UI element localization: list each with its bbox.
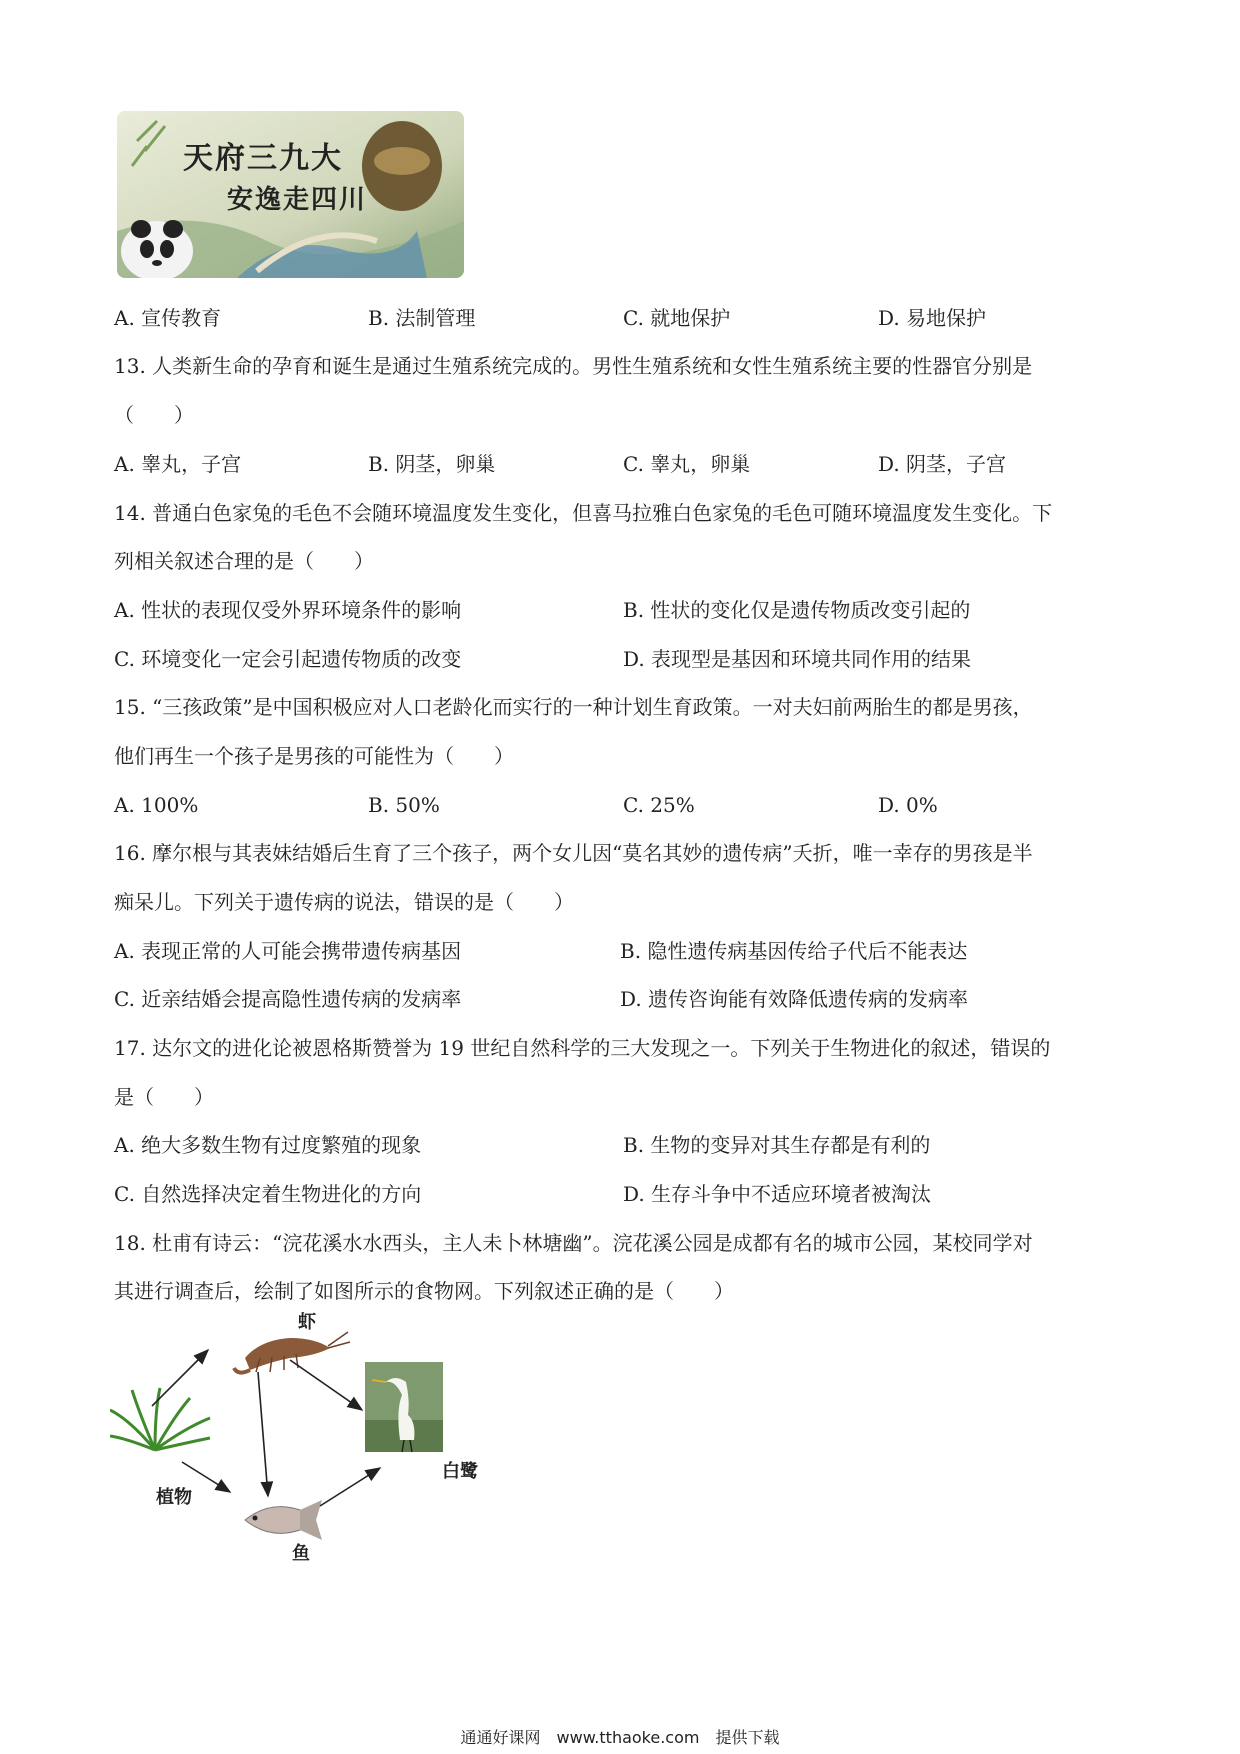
q18-stem-line2: 其进行调查后，绘制了如图所示的食物网。下列叙述正确的是（ ） bbox=[114, 1279, 734, 1303]
q15-option-b[interactable]: B. 50% bbox=[368, 793, 440, 817]
q17-option-c[interactable]: C. 自然选择决定着生物进化的方向 bbox=[114, 1182, 422, 1206]
banner-image bbox=[117, 111, 464, 278]
arrow-plant-to-shrimp bbox=[152, 1350, 208, 1406]
q12-option-a[interactable]: A. 宣传教育 bbox=[114, 306, 222, 330]
q16-option-c[interactable]: C. 近亲结婚会提高隐性遗传病的发病率 bbox=[114, 987, 462, 1011]
q17-option-d[interactable]: D. 生存斗争中不适应环境者被淘汰 bbox=[623, 1182, 932, 1206]
shrimp-label: 虾 bbox=[298, 1312, 316, 1333]
q17-stem-line2: 是（ ） bbox=[114, 1085, 214, 1109]
q14-option-c[interactable]: C. 环境变化一定会引起遗传物质的改变 bbox=[114, 647, 462, 671]
q15-option-c[interactable]: C. 25% bbox=[623, 793, 695, 817]
q14-stem-line1: 14. 普通白色家兔的毛色不会随环境温度发生变化，但喜马拉雅白色家兔的毛色可随环境温度发生变化。下 bbox=[114, 501, 1053, 525]
q18-stem-line1: 18. 杜甫有诗云：“浣花溪水水西头，主人未卜林塘幽”。浣花溪公园是成都有名的城市公园，某校同学对 bbox=[114, 1231, 1033, 1255]
q17-option-a[interactable]: A. 绝大多数生物有过度繁殖的现象 bbox=[114, 1133, 422, 1157]
q16-option-d[interactable]: D. 遗传咨询能有效降低遗传病的发病率 bbox=[620, 987, 969, 1011]
egret-picture bbox=[365, 1362, 443, 1452]
arrow-shrimp-to-fish bbox=[258, 1372, 268, 1496]
egret-label: 白鹭 bbox=[442, 1461, 478, 1482]
q14-stem-line2: 列相关叙述合理的是（ ） bbox=[114, 549, 374, 573]
q12-option-c[interactable]: C. 就地保护 bbox=[623, 306, 731, 330]
q16-option-a[interactable]: A. 表现正常的人可能会携带遗传病基因 bbox=[114, 939, 462, 963]
q13-stem-line2: （ ） bbox=[114, 403, 194, 427]
q13-option-a[interactable]: A. 睾丸，子宫 bbox=[114, 452, 242, 476]
q15-option-d[interactable]: D. 0% bbox=[878, 793, 938, 817]
q17-stem-line1: 17. 达尔文的进化论被恩格斯赞誉为 19 世纪自然科学的三大发现之一。下列关于生物进化的叙述，错误的 bbox=[114, 1036, 1051, 1060]
q13-option-b[interactable]: B. 阴茎，卵巢 bbox=[368, 452, 496, 476]
q15-stem-line2: 他们再生一个孩子是男孩的可能性为（ ） bbox=[114, 744, 514, 768]
q14-option-d[interactable]: D. 表现型是基因和环境共同作用的结果 bbox=[623, 647, 972, 671]
q17-option-b[interactable]: B. 生物的变异对其生存都是有利的 bbox=[623, 1133, 931, 1157]
q14-option-a[interactable]: A. 性状的表现仅受外界环境条件的影响 bbox=[114, 598, 462, 622]
arrow-fish-to-egret bbox=[320, 1468, 380, 1506]
q16-stem-line2: 痴呆儿。下列关于遗传病的说法，错误的是（ ） bbox=[114, 890, 574, 914]
fish-picture bbox=[245, 1500, 322, 1540]
banner-title-2: 安逸走四川 bbox=[227, 185, 368, 215]
arrow-shrimp-to-egret bbox=[290, 1360, 362, 1410]
q15-stem-line1: 15. “三孩政策”是中国积极应对人口老龄化而实行的一种计划生育政策。一对夫妇前两胎生的都是男孩， bbox=[114, 695, 1033, 719]
fish-label: 鱼 bbox=[292, 1543, 310, 1564]
q16-option-b[interactable]: B. 隐性遗传病基因传给子代后不能表达 bbox=[620, 939, 968, 963]
q15-option-a[interactable]: A. 100% bbox=[114, 793, 199, 817]
q12-option-b[interactable]: B. 法制管理 bbox=[368, 306, 476, 330]
page-footer: 通通好课网 www.tthaoke.com 提供下载 bbox=[460, 1728, 780, 1747]
banner-title-1: 天府三九大 bbox=[183, 141, 343, 176]
food-web-diagram bbox=[110, 1310, 510, 1570]
q14-option-b[interactable]: B. 性状的变化仅是遗传物质改变引起的 bbox=[623, 598, 971, 622]
shrimp-picture bbox=[234, 1332, 350, 1373]
q13-option-c[interactable]: C. 睾丸，卵巢 bbox=[623, 452, 751, 476]
plant-label: 植物 bbox=[156, 1487, 192, 1508]
q12-option-d[interactable]: D. 易地保护 bbox=[878, 306, 987, 330]
q16-stem-line1: 16. 摩尔根与其表妹结婚后生育了三个孩子，两个女儿因“莫名其妙的遗传病”夭折，唯一幸存的男孩是半 bbox=[114, 841, 1033, 865]
q13-option-d[interactable]: D. 阴茎，子宫 bbox=[878, 452, 1007, 476]
q13-stem-line1: 13. 人类新生命的孕育和诞生是通过生殖系统完成的。男性生殖系统和女性生殖系统主要的性器官分别是 bbox=[114, 354, 1033, 378]
